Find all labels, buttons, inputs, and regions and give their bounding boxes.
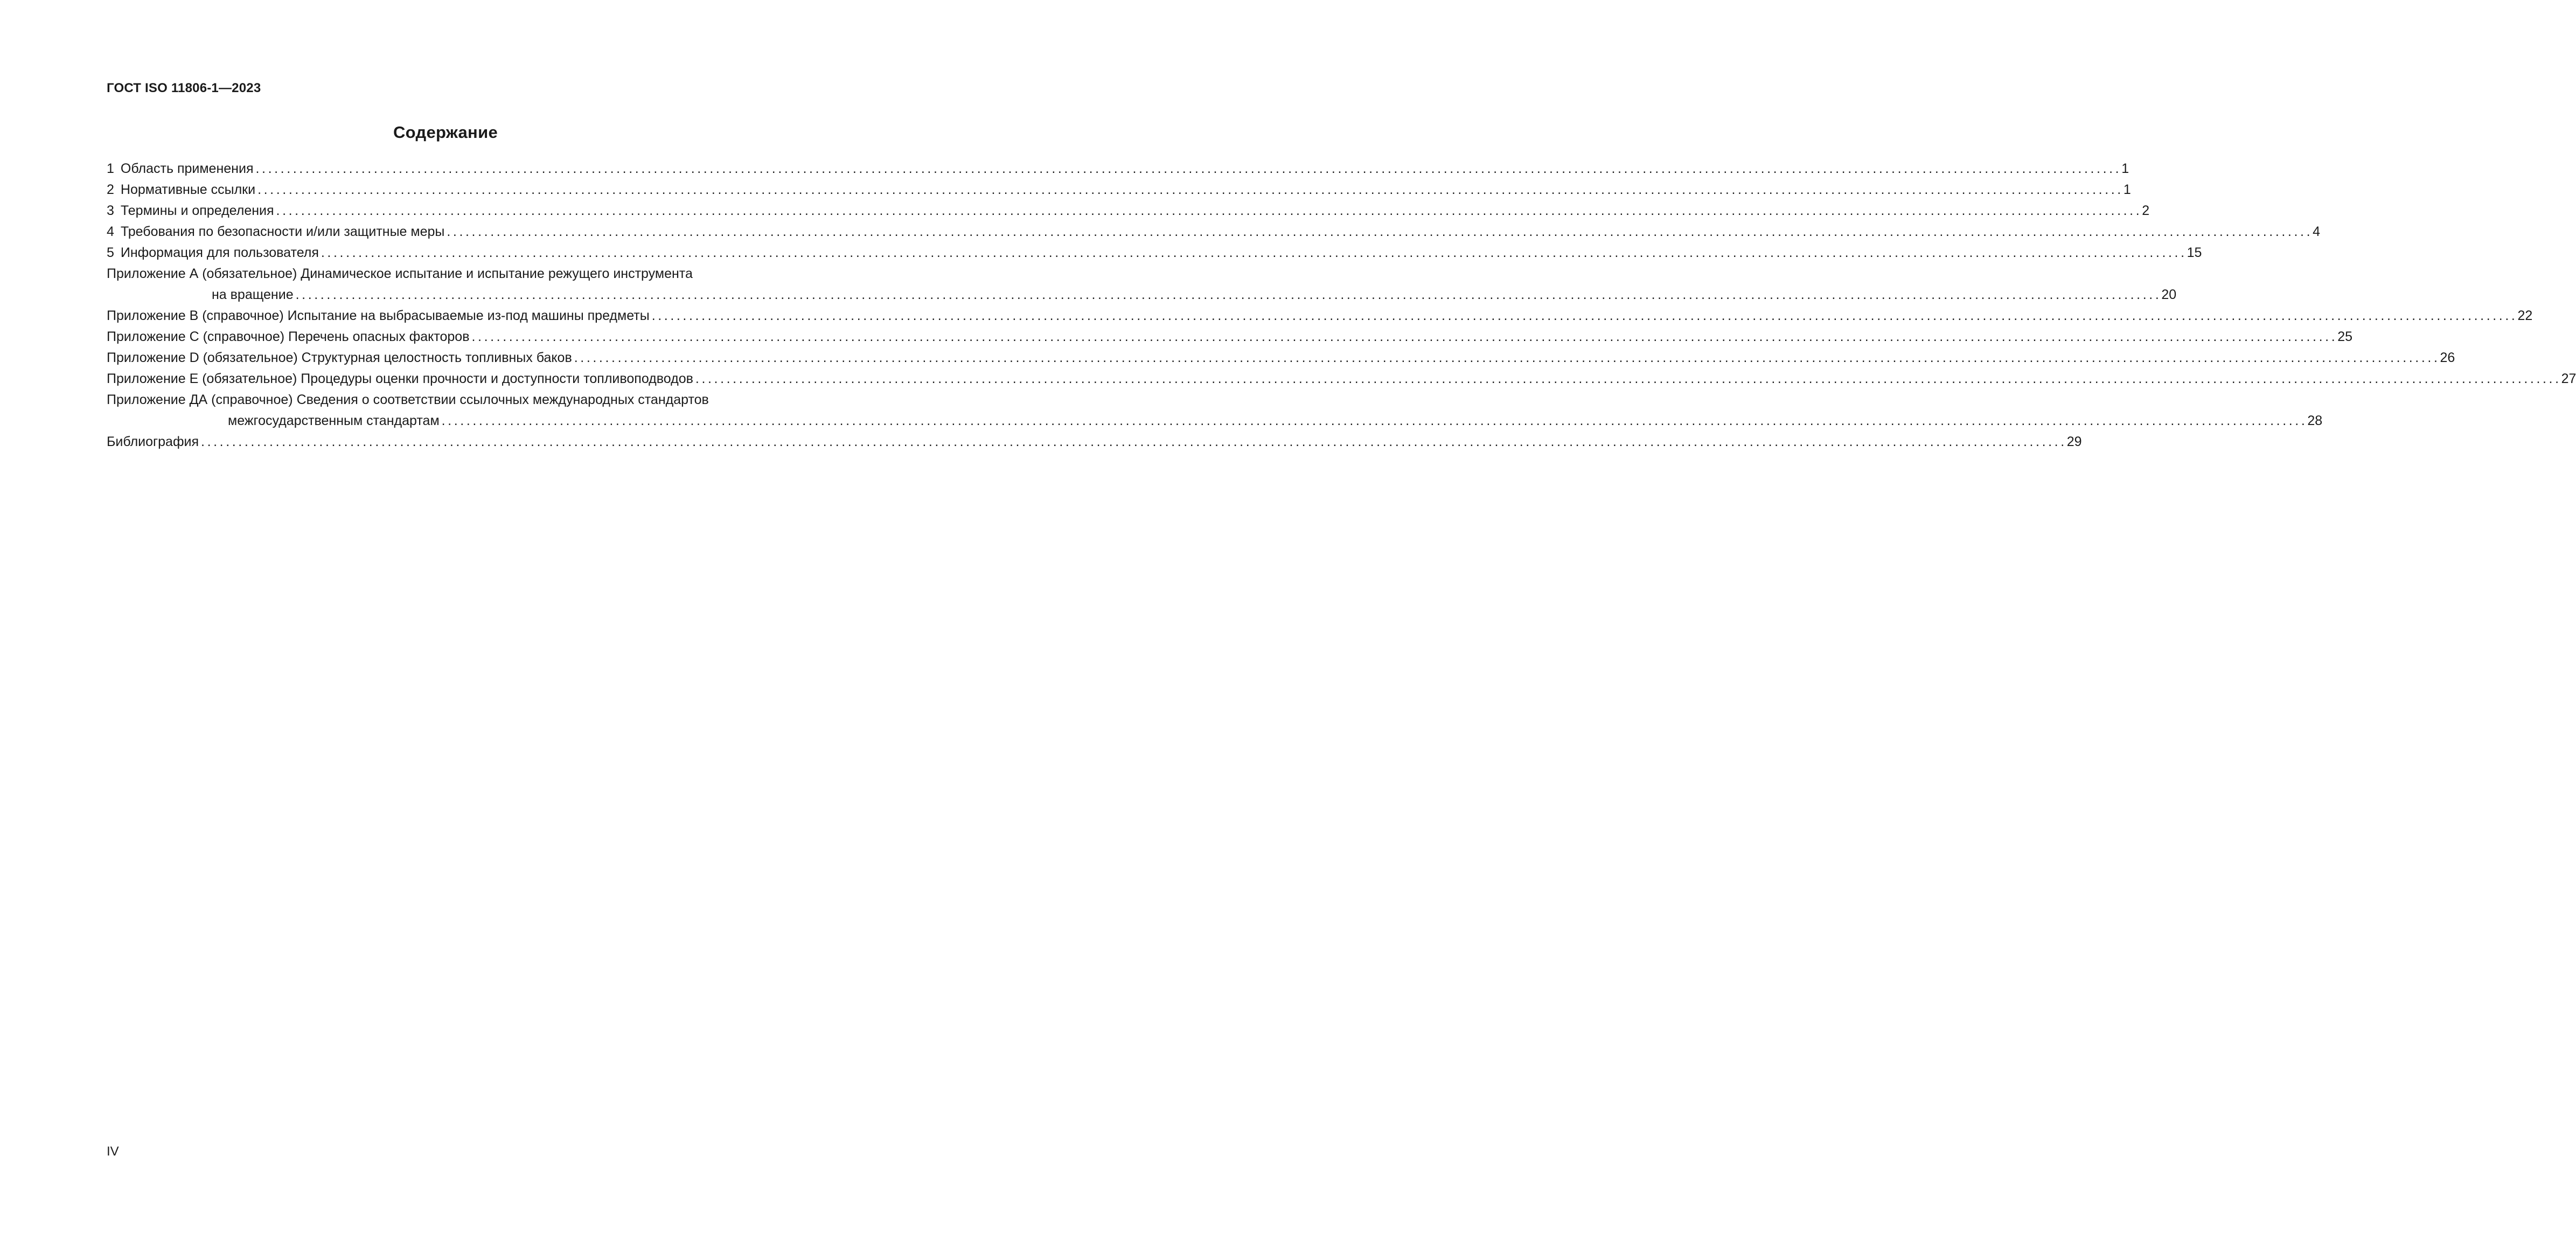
toc-entry-page: 1 [2121, 161, 2129, 176]
toc-entry-label [107, 158, 253, 179]
toc-leader-dots: ............................................................................................................................................................................................................................................................................................................ [201, 434, 2067, 449]
toc-leader-dots: ............................................................................................................................................................................................................................................................................................................ [574, 350, 2440, 365]
toc-leader-dots: ............................................................................................................................................................................................................................................................................................................ [447, 224, 2313, 239]
toc-leader-dots: ............................................................................................................................................................................................................................................................................................................ [471, 329, 2338, 344]
toc-entry-title: Термины и определения [120, 203, 274, 218]
toc-title: Содержание [393, 123, 498, 142]
toc-leader-dots: ............................................................................................................................................................................................................................................................................................................ [257, 182, 2124, 197]
toc-entry-number: 2 [107, 182, 114, 197]
toc-leader-dots: ............................................................................................................................................................................................................................................................................................................ [441, 413, 2308, 428]
toc-entry-label [107, 179, 255, 200]
toc-entry-scope[interactable] [107, 158, 2129, 179]
toc-leader-dots: ............................................................................................................................................................................................................................................................................................................ [321, 245, 2187, 260]
toc-entry-title: Библиография [107, 434, 199, 449]
toc-entry-title: Приложение Е (обязательное) Процедуры оценки прочности и доступности топливоподводов [107, 371, 693, 386]
toc-entry-bibliography[interactable] [107, 431, 2082, 453]
toc-leader-dots: ............................................................................................................................................................................................................................................................................................................ [276, 203, 2142, 218]
toc-entry-number: 3 [107, 203, 114, 218]
toc-entry-page: 29 [2066, 434, 2082, 449]
toc-entry-normative-references[interactable] [107, 179, 2131, 200]
toc-entry-page: 15 [2187, 245, 2202, 260]
toc-entry-title: Область применения [120, 161, 254, 176]
toc-entry-annex-d[interactable] [107, 347, 2455, 368]
toc-entry-label [107, 200, 274, 221]
toc-entry-title-continuation: на вращение [212, 287, 294, 302]
toc-entry-title: Информация для пользователя [120, 245, 319, 260]
toc-entry-page: 27 [2561, 371, 2576, 386]
toc-entry-number: 4 [107, 224, 114, 239]
toc-leader-dots: ............................................................................................................................................................................................................................................................................................................ [695, 371, 2561, 386]
toc-entry-annex-e[interactable] [107, 368, 2576, 389]
toc-leader-dots: ............................................................................................................................................................................................................................................................................................................ [651, 308, 2518, 323]
toc-entry-page: 2 [2142, 203, 2150, 218]
toc-entry-annex-da[interactable] [107, 389, 832, 410]
toc-entry-page: 28 [2307, 413, 2323, 428]
toc-entry-page: 25 [2337, 329, 2353, 344]
toc-entry-page: 4 [2313, 224, 2321, 239]
toc-entry-terms-definitions[interactable] [107, 200, 2150, 221]
toc-entry-title: Приложение ДА (справочное) Сведения о соответствии ссылочных международных стандартов [107, 392, 709, 407]
page-number-footer: IV [107, 1144, 119, 1159]
toc-entry-user-information[interactable] [107, 242, 2202, 263]
toc-entry-title: Требования по безопасности и/или защитные меры [120, 224, 445, 239]
toc-entry-page: 22 [2517, 308, 2533, 323]
toc-entry-label [107, 221, 444, 242]
toc-entry-title: Приложение С (справочное) Перечень опасных факторов [107, 329, 470, 344]
toc-entry-annex-c[interactable] [107, 326, 2353, 347]
toc-entry-page: 26 [2440, 350, 2455, 365]
toc-leader-dots: ............................................................................................................................................................................................................................................................................................................ [295, 287, 2162, 302]
toc-entry-annex-b[interactable] [107, 305, 2533, 326]
toc-entry-title: Приложение В (справочное) Испытание на выбрасываемые из-под машины предметы [107, 308, 650, 323]
toc-entry-number: 5 [107, 245, 114, 260]
toc-entry-annex-a[interactable] [107, 263, 832, 284]
table-of-contents [107, 158, 2576, 453]
toc-entry-page: 1 [2123, 182, 2131, 197]
toc-entry-title: Приложение А (обязательное) Динамическое испытание и испытание режущего инструмента [107, 266, 693, 281]
toc-entry-title: Нормативные ссылки [120, 182, 256, 197]
document-code-header: ГОСТ ISO 11806-1—2023 [107, 81, 261, 95]
toc-entry-title-continuation: межгосударственным стандартам [228, 413, 440, 428]
toc-entry-safety-requirements[interactable] [107, 221, 2321, 242]
toc-entry-annex-da-continuation[interactable] [107, 410, 2323, 431]
toc-entry-title: Приложение D (обязательное) Структурная целостность топливных баков [107, 350, 572, 365]
toc-entry-label [107, 242, 319, 263]
toc-entry-annex-a-continuation[interactable] [107, 284, 2177, 305]
toc-leader-dots: ............................................................................................................................................................................................................................................................................................................ [255, 161, 2122, 176]
toc-entry-page: 20 [2161, 287, 2177, 302]
toc-entry-number: 1 [107, 161, 114, 176]
